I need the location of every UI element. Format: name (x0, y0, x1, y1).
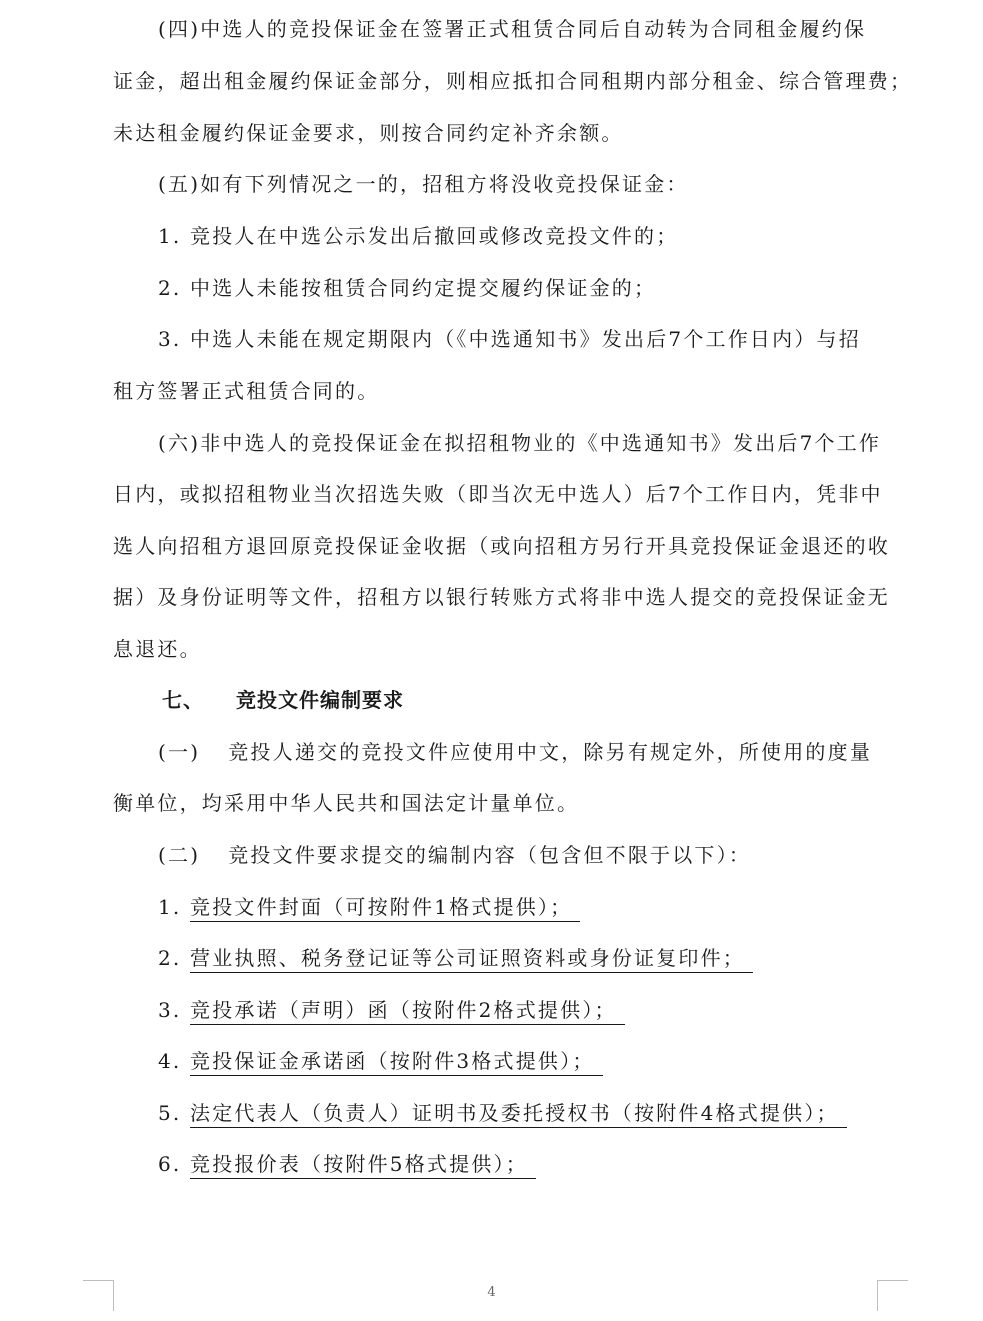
required-document-3 (158, 998, 625, 1022)
paragraph-label: (一) (158, 740, 201, 764)
required-document-2 (158, 946, 753, 970)
required-document-1 (158, 895, 580, 919)
item-number: 2. (158, 276, 182, 300)
item-text: 中选人未能按租赁合同约定提交履约保证金的； (190, 276, 657, 300)
item-number: 3. (158, 998, 182, 1022)
item-text: 中选人未能在规定期限内（《中选通知书》发出后7个工作日内）与招 (190, 327, 861, 351)
section-7-paragraph-1-line-1 (158, 740, 872, 764)
forfeit-item-2 (158, 276, 656, 300)
paragraph-text: 竞投人递交的竞投文件应使用中文，除另有规定外，所使用的度量 (228, 740, 873, 764)
paragraph-6-line-5: 息退还。 (113, 637, 202, 661)
item-text: 法定代表人（负责人）证明书及委托授权书（按附件4格式提供）； (190, 1101, 847, 1128)
forfeit-item-3 (158, 327, 861, 351)
item-text: 竞投报价表（按附件5格式提供）； (190, 1152, 536, 1179)
paragraph-4-line-1: (四)中选人的竞投保证金在签署正式租赁合同后自动转为合同租金履约保 (158, 17, 867, 41)
item-text: 竞投承诺（声明）函（按附件2格式提供）； (190, 998, 625, 1025)
required-document-5 (158, 1101, 847, 1125)
item-number: 3. (158, 327, 182, 351)
item-number: 2. (158, 946, 182, 970)
paragraph-6-line-2: 日内，或拟招租物业当次招选失败（即当次无中选人）后7个工作日内，凭非中 (113, 482, 883, 506)
required-document-4 (158, 1049, 603, 1073)
item-text: 竞投文件封面（可按附件1格式提供）； (190, 895, 580, 922)
item-text: 竞投人在中选公示发出后撤回或修改竞投文件的； (190, 224, 679, 248)
paragraph-text: 竞投文件要求提交的编制内容（包含但不限于以下）： (228, 843, 752, 867)
paragraph-4-line-3: 未达租金履约保证金要求，则按合同约定补齐余额。 (113, 121, 624, 145)
paragraph-6-line-4: 据）及身份证明等文件，招租方以银行转账方式将非中选人提交的竞投保证金无 (113, 585, 890, 609)
item-number: 6. (158, 1152, 182, 1176)
paragraph-6-line-1: (六)非中选人的竞投保证金在拟招租物业的《中选通知书》发出后7个工作 (158, 431, 882, 455)
section-title: 竞投文件编制要求 (236, 688, 404, 712)
section-7-heading (162, 688, 404, 712)
section-7-paragraph-2 (158, 843, 751, 867)
page-number: 4 (487, 1285, 496, 1300)
section-number: 七、 (162, 688, 204, 712)
required-document-6 (158, 1152, 536, 1176)
item-text: 营业执照、税务登记证等公司证照资料或身份证复印件； (190, 946, 753, 973)
item-number: 4. (158, 1049, 182, 1073)
item-number: 1. (158, 895, 182, 919)
forfeit-item-1 (158, 224, 678, 248)
paragraph-4-line-2: 证金，超出租金履约保证金部分，则相应抵扣合同租期内部分租金、综合管理费； (113, 69, 913, 93)
item-number: 1. (158, 224, 182, 248)
item-number: 5. (158, 1101, 182, 1125)
forfeit-item-3-continued: 租方签署正式租赁合同的。 (113, 379, 380, 403)
paragraph-label: (二) (158, 843, 201, 867)
paragraph-6-line-3: 选人向招租方退回原竞投保证金收据（或向招租方另行开具竞投保证金退还的收 (113, 534, 890, 558)
paragraph-5-intro: (五)如有下列情况之一的，招租方将没收竞投保证金： (158, 172, 689, 196)
item-text: 竞投保证金承诺函（按附件3格式提供）； (190, 1049, 603, 1076)
section-7-paragraph-1-line-2: 衡单位，均采用中华人民共和国法定计量单位。 (113, 791, 580, 815)
